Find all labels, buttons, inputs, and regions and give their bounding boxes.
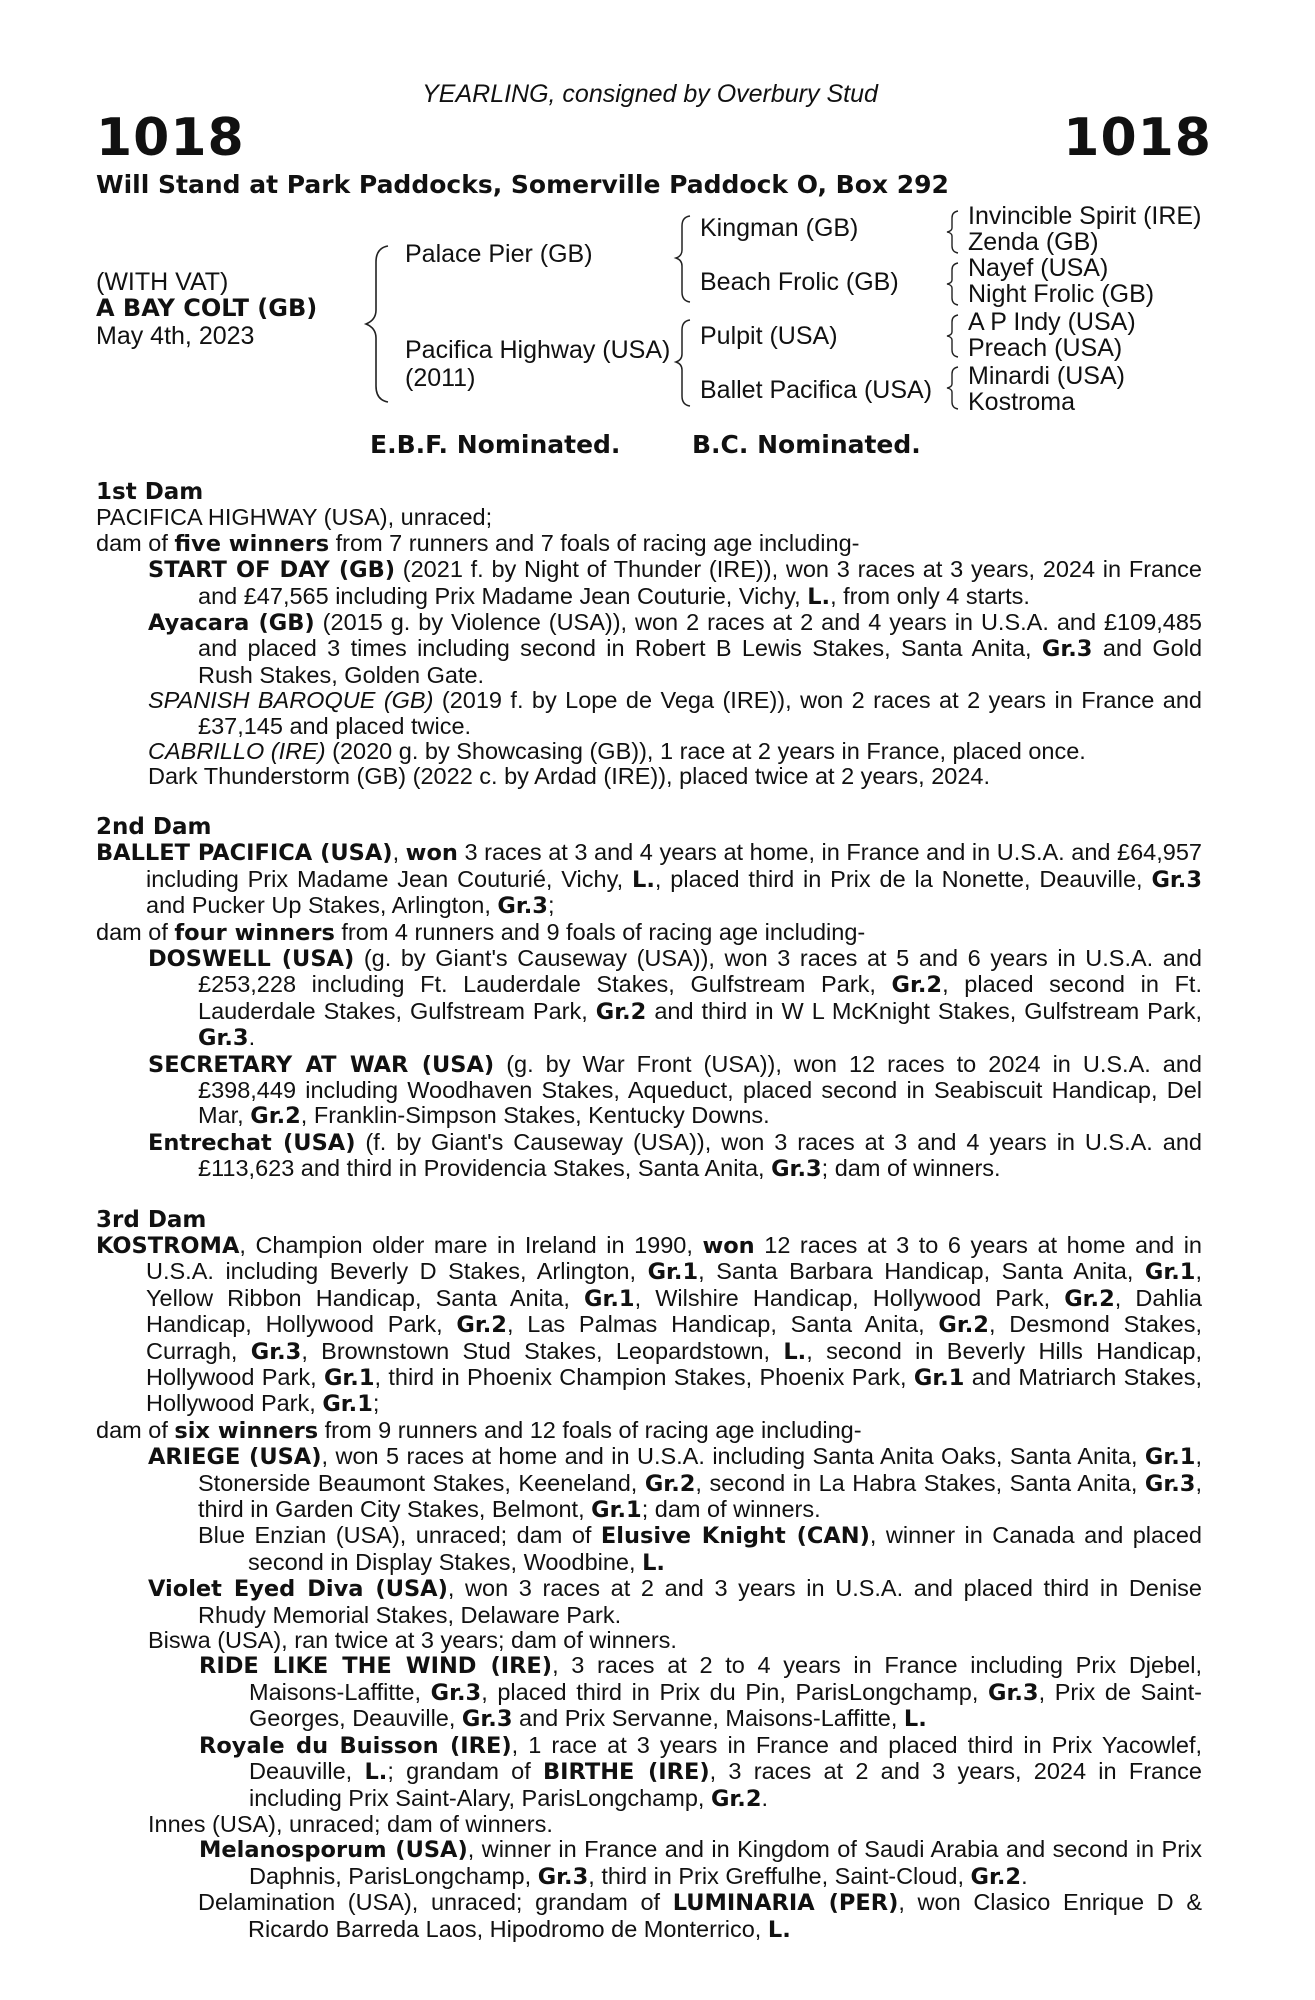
progeny-entry: CABRILLO (IRE) (2020 g. by Showcasing (GB)), 1 race at 2 years in France, placed once. — [148, 738, 1086, 765]
progeny-entry: Violet Eyed Diva (USA), won 3 races at 2 and 3 years in U.S.A. and placed third in Denise Rhudy Memorial Stakes, Delaware Park. — [148, 1575, 1202, 1628]
bc-nominated: B.C. Nominated. — [692, 430, 921, 459]
dam-sire: Pulpit (USA) — [700, 322, 838, 350]
progeny-entry: START OF DAY (GB) (2021 f. by Night of Thunder (IRE)), won 3 races at 3 years, 2024 in France and £47,565 including Prix Madame Jean Couturie, Vichy, L., from only 4 starts. — [148, 556, 1202, 610]
first-dam-produce-summary: dam of five winners from 7 runners and 7 foals of racing age including- — [96, 529, 860, 557]
g3-7: Minardi (USA) — [968, 362, 1125, 390]
g3-brace-2 — [944, 260, 962, 306]
g3-6: Preach (USA) — [968, 334, 1123, 362]
g3-brace-1 — [944, 208, 962, 254]
g3-brace-3 — [944, 312, 962, 358]
vat-note: (WITH VAT) — [96, 268, 229, 296]
dam-brace — [672, 316, 694, 408]
lot-number-left: 1018 — [96, 108, 245, 168]
progeny-entry: SPANISH BAROQUE (GB) (2019 f. by Lope de Vega (IRE)), won 2 races at 2 years in France and £37,145 and placed twice. — [148, 687, 1202, 739]
stand-location: Will Stand at Park Paddocks, Somerville Paddock O, Box 292 — [96, 170, 949, 199]
g3-8: Kostroma — [968, 388, 1075, 416]
first-dam-heading: 1st Dam — [96, 479, 204, 505]
progeny-entry: Innes (USA), unraced; dam of winners. — [148, 1810, 553, 1837]
third-dam-produce-summary: dam of six winners from 9 runners and 12 foals of racing age including- — [96, 1416, 862, 1444]
progeny-entry: ARIEGE (USA), won 5 races at home and in U.S.A. including Santa Anita Oaks, Santa Anita, Gr.1, Stonerside Beaumont Stakes, Keeneland, Gr.2, second in La Habra Stakes, Santa Anita, Gr.3, third in Garden City Stakes, Belmont, Gr.1; dam of winners. — [148, 1443, 1202, 1524]
progeny-entry: Melanosporum (USA), winner in France and in Kingdom of Saudi Arabia and second in Prix Daphnis, ParisLongchamp, Gr.3, third in Prix Greffulhe, Saint-Cloud, Gr.2. — [199, 1836, 1202, 1890]
progeny-entry: RIDE LIKE THE WIND (IRE), 3 races at 2 to 4 years in France including Prix Djebel, Maisons-Laffitte, Gr.3, placed third in Prix du Pin, ParisLongchamp, Gr.3, Prix de Saint-Georges, Deauville, Gr.3 and Prix Servanne, Maisons-Laffitte, L. — [199, 1652, 1202, 1733]
progeny-entry: Entrechat (USA) (f. by Giant's Causeway (USA)), won 3 races at 3 and 4 years in U.S.A. and £113,623 and third in Providencia Stakes, Santa Anita, Gr.3; dam of winners. — [148, 1128, 1202, 1183]
consignment-subtitle: YEARLING, consigned by Overbury Stud — [422, 80, 878, 108]
lot-number-right: 1018 — [1063, 108, 1212, 168]
dam-line1: Pacifica Highway (USA) — [405, 336, 671, 364]
second-dam-heading: 2nd Dam — [96, 813, 212, 840]
first-dam-intro: PACIFICA HIGHWAY (USA), unraced; — [96, 504, 493, 531]
sire-brace — [672, 212, 694, 304]
sire: Palace Pier (GB) — [405, 240, 593, 268]
g3-3: Nayef (USA) — [968, 254, 1109, 282]
ebf-nominated: E.B.F. Nominated. — [370, 430, 621, 459]
third-dam-heading: 3rd Dam — [96, 1206, 207, 1233]
dam-line2: (2011) — [405, 364, 476, 392]
progeny-entry: SECRETARY AT WAR (USA) (g. by War Front (USA)), won 12 races to 2024 in U.S.A. and £398,449 including Woodhaven Stakes, Aqueduct, placed second in Seabiscuit Handicap, Del Mar, Gr.2, Franklin-Simpson Stakes, Kentucky Downs. — [148, 1050, 1203, 1130]
progeny-entry: Ayacara (GB) (2015 g. by Violence (USA)), won 2 races at 2 and 4 years in U.S.A. and £109,485 and placed 3 times including second in Robert B Lewis Stakes, Santa Anita, Gr.3 and Gold Rush Stakes, Golden Gate. — [148, 609, 1203, 688]
main-brace — [360, 240, 400, 405]
progeny-entry: Delamination (USA), unraced; grandam of LUMINARIA (PER), won Clasico Enrique D & Ricardo Barreda Laos, Hipodromo de Monterrico, L. — [198, 1889, 1202, 1943]
third-dam-intro: KOSTROMA, Champion older mare in Ireland in 1990, won 12 races at 3 to 6 years at home and in U.S.A. including Beverly D Stakes, Arlington, Gr.1, Santa Barbara Handicap, Santa Anita, Gr.1, Yellow Ribbon Handicap, Santa Anita, Gr.1, Wilshire Handicap, Hollywood Park, Gr.2, Dahlia Handicap, Hollywood Park, Gr.2, Las Palmas Handicap, Santa Anita, Gr.2, Desmond Stakes, Curragh, Gr.3, Brownstown Stud Stakes, Leopardstown, L., second in Beverly Hills Handicap, Hollywood Park, Gr.1, third in Phoenix Champion Stakes, Phoenix Park, Gr.1 and Matriarch Stakes, Hollywood Park, Gr.1; — [96, 1231, 1203, 1418]
progeny-entry: Biswa (USA), ran twice at 3 years; dam of winners. — [148, 1627, 677, 1654]
second-dam-produce-summary: dam of four winners from 4 runners and 9 foals of racing age including- — [96, 918, 866, 946]
progeny-entry: Dark Thunderstorm (GB) (2022 c. by Ardad (IRE)), placed twice at 2 years, 2024. — [148, 763, 991, 790]
g3-brace-4 — [944, 364, 962, 410]
sire-dam: Beach Frolic (GB) — [700, 268, 899, 296]
catalogue-body — [96, 480, 1202, 1943]
progeny-entry: Blue Enzian (USA), unraced; dam of Elusive Knight (CAN), winner in Canada and placed second in Display Stakes, Woodbine, L. — [198, 1522, 1202, 1576]
g3-4: Night Frolic (GB) — [968, 280, 1155, 308]
horse-dob: May 4th, 2023 — [96, 322, 255, 350]
g3-2: Zenda (GB) — [968, 228, 1099, 256]
progeny-entry: Royale du Buisson (IRE), 1 race at 3 years in France and placed third in Prix Yacowlef, Deauville, L.; grandam of BIRTHE (IRE), 3 races at 2 and 3 years, 2024 in France including Prix Saint-Alary, ParisLongchamp, Gr.2. — [199, 1731, 1202, 1812]
g3-5: A P Indy (USA) — [968, 308, 1136, 336]
second-dam-intro: BALLET PACIFICA (USA), won 3 races at 3 and 4 years at home, in France and in U.S.A. and £64,957 including Prix Madame Jean Couturié, Vichy, L., placed third in Prix de la Nonette, Deauville, Gr.3 and Pucker Up Stakes, Arlington, Gr.3; — [96, 839, 1202, 920]
sire-sire: Kingman (GB) — [700, 214, 859, 242]
g3-1: Invincible Spirit (IRE) — [968, 202, 1202, 230]
horse-name: A BAY COLT (GB) — [96, 294, 318, 322]
dam-dam: Ballet Pacifica (USA) — [700, 376, 933, 404]
progeny-entry: DOSWELL (USA) (g. by Giant's Causeway (USA)), won 3 races at 5 and 6 years in U.S.A. and £253,228 including Ft. Lauderdale Stakes, Gulfstream Park, Gr.2, placed second in Ft. Lauderdale Stakes, Gulfstream Park, Gr.2 and third in W L McKnight Stakes, Gulfstream Park, Gr.3. — [148, 944, 1203, 1052]
